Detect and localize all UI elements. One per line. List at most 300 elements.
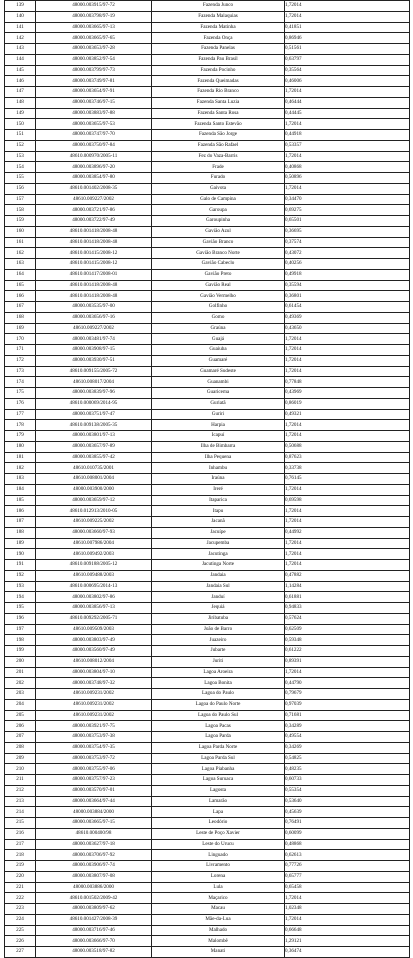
row-number-cell: 173 (5, 366, 36, 377)
value-cell: 0,62509 (285, 624, 410, 635)
value-cell: 1,72014 (285, 151, 410, 162)
table-row (5, 312, 410, 323)
field-name-cell: Jacutinga Norte (152, 560, 285, 571)
value-cell: 1,02348 (285, 904, 410, 915)
value-cell: 0,43969 (285, 388, 410, 399)
table-row (5, 130, 410, 141)
row-number-cell: 144 (5, 54, 36, 65)
process-number-cell: 48610.009231/2002 (36, 699, 152, 710)
value-cell: 1,72014 (285, 538, 410, 549)
field-name-cell: Livramento (152, 861, 285, 872)
process-number-cell: 48000.003839/97-96 (36, 388, 152, 399)
process-number-cell: 48000.003656/97-16 (36, 312, 152, 323)
value-cell: 0,65458 (285, 882, 410, 893)
row-number-cell: 204 (5, 699, 36, 710)
value-cell: 1,72014 (285, 334, 410, 345)
value-cell: 0,55354 (285, 785, 410, 796)
table-row (5, 785, 410, 796)
table-row (5, 334, 410, 345)
row-number-cell: 221 (5, 882, 36, 893)
value-cell: 0,35594 (285, 280, 410, 291)
field-name-cell: Lagosta (152, 785, 285, 796)
table-row (5, 323, 410, 334)
value-cell: 0,71681 (285, 710, 410, 721)
field-name-cell: Fazenda Queimadas (152, 76, 285, 87)
value-cell: 0,43650 (285, 323, 410, 334)
field-name-cell: Gomo (152, 312, 285, 323)
field-name-cell: Lagoa Parda Sul (152, 753, 285, 764)
table-row (5, 119, 410, 130)
process-number-cell: 48000.003900/2000 (36, 484, 152, 495)
field-name-cell: Fazenda Junco (152, 1, 285, 12)
table-row (5, 646, 410, 657)
table-row (5, 259, 410, 270)
table-row (5, 140, 410, 151)
table-row (5, 904, 410, 915)
field-name-cell: Fazenda Pau Brasil (152, 54, 285, 65)
row-number-cell: 143 (5, 44, 36, 55)
process-number-cell: 48610.009155/2005-72 (36, 366, 152, 377)
table-row (5, 291, 410, 302)
table-row (5, 205, 410, 216)
value-cell: 0,34289 (285, 721, 410, 732)
field-name-cell: Gavião Branco Norte (152, 248, 285, 259)
value-cell: 0,76145 (285, 474, 410, 485)
value-cell: 1,72014 (285, 87, 410, 98)
process-number-cell: 48000.003854/97-80 (36, 173, 152, 184)
row-number-cell: 140 (5, 11, 36, 22)
row-number-cell: 179 (5, 431, 36, 442)
value-cell: 1,29121 (285, 936, 410, 947)
value-cell: 1,14284 (285, 581, 410, 592)
row-number-cell: 216 (5, 828, 36, 839)
row-number-cell: 153 (5, 151, 36, 162)
process-number-cell: 48000.003660/97-93 (36, 527, 152, 538)
table-row (5, 603, 410, 614)
process-number-cell: 48000.003930/97-51 (36, 355, 152, 366)
value-cell: 0,69275 (285, 205, 410, 216)
field-name-cell: Fazenda Santo Estevão (152, 119, 285, 130)
process-number-cell: 48000.003753/97-72 (36, 753, 152, 764)
process-number-cell: 48000.003654/97-91 (36, 87, 152, 98)
table-row (5, 796, 410, 807)
table-row (5, 33, 410, 44)
value-cell: 0,50896 (285, 173, 410, 184)
value-cell: 0,87623 (285, 452, 410, 463)
row-number-cell: 164 (5, 269, 36, 280)
field-name-cell: Iraúna (152, 474, 285, 485)
field-name-cell: Fazenda Rio Branco (152, 87, 285, 98)
value-cell: 0,37574 (285, 237, 410, 248)
value-cell: 0,66648 (285, 925, 410, 936)
value-cell: 0,49554 (285, 732, 410, 743)
process-number-cell: 48610.009488/2003 (36, 570, 152, 581)
table-row (5, 689, 410, 700)
table-row (5, 409, 410, 420)
process-number-cell: 48000.003749/97-81 (36, 76, 152, 87)
field-name-cell: Guriatã (152, 398, 285, 409)
table-row (5, 398, 410, 409)
field-name-cell: Malhado (152, 925, 285, 936)
row-number-cell: 167 (5, 302, 36, 313)
process-number-cell: 48610.001418/2008-48 (36, 237, 152, 248)
process-number-cell: 48610.009188/2005-12 (36, 560, 152, 571)
process-number-cell: 48000.003746/97-15 (36, 97, 152, 108)
value-cell: 1,72014 (285, 431, 410, 442)
table-row (5, 742, 410, 753)
process-number-cell: 48000.003747/97-70 (36, 130, 152, 141)
table-row (5, 345, 410, 356)
row-number-cell: 142 (5, 33, 36, 44)
value-cell: 0,51561 (285, 44, 410, 55)
field-name-cell: Janduí (152, 592, 285, 603)
row-number-cell: 218 (5, 850, 36, 861)
value-cell: 1,72014 (285, 119, 410, 130)
table-row (5, 947, 410, 958)
value-cell: 1,72014 (285, 183, 410, 194)
table-row (5, 183, 410, 194)
value-cell: 1,72014 (285, 420, 410, 431)
value-cell: 1,72014 (285, 893, 410, 904)
table-row (5, 613, 410, 624)
value-cell: 0,40868 (285, 162, 410, 173)
value-cell: 0,36474 (285, 947, 410, 958)
row-number-cell: 189 (5, 538, 36, 549)
field-name-cell: Malombê (152, 936, 285, 947)
process-number-cell: 48610.008012/2004 (36, 656, 152, 667)
table-row (5, 97, 410, 108)
value-cell: 0,36695 (285, 226, 410, 237)
table-row (5, 936, 410, 947)
field-name-cell: Lagoa Aroeira (152, 667, 285, 678)
process-number-cell: 48610.001418/2008-48 (36, 226, 152, 237)
table-row (5, 861, 410, 872)
process-number-cell: 48000.003807/97-08 (36, 871, 152, 882)
row-number-cell: 209 (5, 753, 36, 764)
value-cell: 0,65777 (285, 871, 410, 882)
table-row (5, 807, 410, 818)
value-cell: 0,34269 (285, 742, 410, 753)
process-number-cell: 48610.009227/2002 (36, 323, 152, 334)
table-row (5, 420, 410, 431)
process-number-cell: 48610.009225/2002 (36, 517, 152, 528)
process-number-cell: 48000.003908/97-15 (36, 345, 152, 356)
value-cell: 0,76491 (285, 818, 410, 829)
table-row (5, 828, 410, 839)
field-name-cell: Juriti (152, 656, 285, 667)
field-name-cell: Guanambi (152, 377, 285, 388)
field-name-cell: Leste do Urucu (152, 839, 285, 850)
process-number-cell: 48610.012913/2010-05 (36, 506, 152, 517)
process-number-cell: 48000.003666/97-70 (36, 936, 152, 947)
row-number-cell: 148 (5, 97, 36, 108)
value-cell: 0,77726 (285, 861, 410, 872)
table-row (5, 656, 410, 667)
field-name-cell: Fazenda Malaquias (152, 11, 285, 22)
field-name-cell: Gaivota (152, 183, 285, 194)
row-number-cell: 192 (5, 570, 36, 581)
table-row (5, 194, 410, 205)
row-number-cell: 207 (5, 732, 36, 743)
process-number-cell: 48610.000970/2005-11 (36, 151, 152, 162)
value-cell: 0,47882 (285, 570, 410, 581)
row-number-cell: 194 (5, 592, 36, 603)
value-cell: 1,72014 (285, 366, 410, 377)
field-name-cell: Fazenda São Rafael (152, 140, 285, 151)
process-number-cell: 48610.001415/2008-12 (36, 259, 152, 270)
table-row (5, 226, 410, 237)
field-name-cell: Leste de Poço Xavier (152, 828, 285, 839)
field-name-cell: Gavião Cabeclo (152, 259, 285, 270)
row-number-cell: 162 (5, 248, 36, 259)
row-number-cell: 178 (5, 420, 36, 431)
field-name-cell: Fazenda São Jorge (152, 130, 285, 141)
table-row (5, 560, 410, 571)
value-cell: 0,41851 (285, 22, 410, 33)
row-number-cell: 166 (5, 291, 36, 302)
row-number-cell: 174 (5, 377, 36, 388)
table-row (5, 624, 410, 635)
row-number-cell: 190 (5, 549, 36, 560)
value-cell: 1,72014 (285, 560, 410, 571)
value-cell: 0,53357 (285, 140, 410, 151)
value-cell: 1,72014 (285, 549, 410, 560)
value-cell: 0,65501 (285, 216, 410, 227)
value-cell: 0,48235 (285, 764, 410, 775)
process-number-cell: 48000.003801/97-13 (36, 431, 152, 442)
process-number-cell: 48610.000400/98 (36, 828, 152, 839)
row-number-cell: 169 (5, 323, 36, 334)
row-number-cell: 182 (5, 463, 36, 474)
process-number-cell: 48000.003852/97-54 (36, 54, 152, 65)
process-number-cell: 48000.003809/97-62 (36, 904, 152, 915)
process-number-cell: 48000.003751/97-47 (36, 409, 152, 420)
row-number-cell: 195 (5, 603, 36, 614)
row-number-cell: 206 (5, 721, 36, 732)
field-name-cell: Garoupa (152, 205, 285, 216)
table-row (5, 914, 410, 925)
process-number-cell: 48000.003518/97-82 (36, 947, 152, 958)
value-cell: 0,49321 (285, 409, 410, 420)
field-name-cell: Golfinho (152, 302, 285, 313)
table-row (5, 527, 410, 538)
field-name-cell: Fazenda Panelas (152, 44, 285, 55)
process-number-cell: 48000.003657/97-89 (36, 441, 152, 452)
table-row (5, 355, 410, 366)
field-name-cell: Jequiá (152, 603, 285, 614)
value-cell: 0,46444 (285, 97, 410, 108)
table-row (5, 893, 410, 904)
process-number-cell: 48000.003750/97-84 (36, 140, 152, 151)
process-number-cell: 48000.003884/2000 (36, 807, 152, 818)
value-cell: 0,59348 (285, 635, 410, 646)
value-cell: 0,61454 (285, 302, 410, 313)
row-number-cell: 223 (5, 904, 36, 915)
field-name-cell: Fazenda Onça (152, 33, 285, 44)
row-number-cell: 157 (5, 194, 36, 205)
process-number-cell: 48610.001415/2008-12 (36, 248, 152, 259)
process-number-cell: 48610.009231/2002 (36, 689, 152, 700)
process-number-cell: 48000.003896/97-20 (36, 162, 152, 173)
value-cell: 0,49918 (285, 269, 410, 280)
field-name-cell: Gavião Preto (152, 269, 285, 280)
table-row (5, 495, 410, 506)
row-number-cell: 141 (5, 22, 36, 33)
process-number-cell: 48000.003665/97-15 (36, 818, 152, 829)
field-name-cell: Guaiuba (152, 345, 285, 356)
table-row (5, 151, 410, 162)
process-number-cell: 48610.001402/2008-35 (36, 183, 152, 194)
process-number-cell: 48610.001417/2008-01 (36, 269, 152, 280)
row-number-cell: 199 (5, 646, 36, 657)
process-number-cell: 48610.009509/2003 (36, 624, 152, 635)
field-name-cell: Lagoa do Paulo (152, 689, 285, 700)
table-row (5, 850, 410, 861)
row-number-cell: 185 (5, 495, 36, 506)
value-cell: 0,97039 (285, 699, 410, 710)
row-number-cell: 170 (5, 334, 36, 345)
value-cell: 0,44992 (285, 527, 410, 538)
row-number-cell: 186 (5, 506, 36, 517)
row-number-cell: 198 (5, 635, 36, 646)
process-number-cell: 48000.003755/97-06 (36, 764, 152, 775)
value-cell: 0,60733 (285, 775, 410, 786)
row-number-cell: 197 (5, 624, 36, 635)
row-number-cell: 150 (5, 119, 36, 130)
value-cell: 1,72014 (285, 11, 410, 22)
row-number-cell: 215 (5, 818, 36, 829)
process-number-cell: 48610.000695/2014-13 (36, 581, 152, 592)
value-cell: 1,72014 (285, 667, 410, 678)
value-cell: 0,45639 (285, 807, 410, 818)
value-cell: 0,77848 (285, 377, 410, 388)
row-number-cell: 226 (5, 936, 36, 947)
table-row (5, 764, 410, 775)
field-name-cell: Guaricema (152, 388, 285, 399)
field-name-cell: Lagoa Pacas (152, 721, 285, 732)
table-row (5, 721, 410, 732)
process-number-cell: 48000.003757/97-23 (36, 775, 152, 786)
process-number-cell: 48610.009231/2002 (36, 710, 152, 721)
fields-table-body (5, 1, 410, 958)
process-number-cell: 48000.003706/97-92 (36, 850, 152, 861)
field-name-cell: Lagoa Parda (152, 732, 285, 743)
field-name-cell: Ireré (152, 484, 285, 495)
field-name-cell: Guriri (152, 409, 285, 420)
value-cell: 0,69598 (285, 495, 410, 506)
process-number-cell: 48610.009492/2003 (36, 549, 152, 560)
table-row (5, 549, 410, 560)
field-name-cell: Lorena (152, 871, 285, 882)
process-number-cell: 48000.003748/97-32 (36, 678, 152, 689)
value-cell: 0,61222 (285, 646, 410, 657)
row-number-cell: 163 (5, 259, 36, 270)
row-number-cell: 225 (5, 925, 36, 936)
process-number-cell: 48000.003915/97-72 (36, 1, 152, 12)
value-cell: 1,72014 (285, 914, 410, 925)
table-row (5, 431, 410, 442)
process-number-cell: 48000.003659/97-12 (36, 495, 152, 506)
field-name-cell: Harpia (152, 420, 285, 431)
table-row (5, 162, 410, 173)
process-number-cell: 48000.003883/97-88 (36, 108, 152, 119)
process-number-cell: 48000.003722/97-49 (36, 216, 152, 227)
value-cell: 0,86946 (285, 33, 410, 44)
row-number-cell: 146 (5, 76, 36, 87)
field-name-cell: Galo de Campina (152, 194, 285, 205)
process-number-cell: 48610.001418/2008-48 (36, 280, 152, 291)
row-number-cell: 211 (5, 775, 36, 786)
process-number-cell: 48610.001427/2008-39 (36, 914, 152, 925)
process-number-cell: 48000.003798/97-19 (36, 11, 152, 22)
process-number-cell: 48000.003921/97-75 (36, 721, 152, 732)
table-row (5, 216, 410, 227)
value-cell: 0,63797 (285, 54, 410, 65)
value-cell: 0,60099 (285, 828, 410, 839)
process-number-cell: 48000.003802/97-86 (36, 592, 152, 603)
row-number-cell: 196 (5, 613, 36, 624)
table-row (5, 54, 410, 65)
field-name-cell: Furado (152, 173, 285, 184)
field-name-cell: Icapuí (152, 431, 285, 442)
table-row (5, 775, 410, 786)
row-number-cell: 191 (5, 560, 36, 571)
value-cell: 0,44790 (285, 678, 410, 689)
table-row (5, 280, 410, 291)
value-cell: 1,72014 (285, 506, 410, 517)
table-row (5, 581, 410, 592)
process-number-cell: 48000.003799/97-73 (36, 65, 152, 76)
value-cell: 0,40256 (285, 259, 410, 270)
value-cell: 0,34470 (285, 194, 410, 205)
field-name-cell: Lagoa Bonita (152, 678, 285, 689)
field-name-cell: Jandaia (152, 570, 285, 581)
value-cell: 0,44445 (285, 108, 410, 119)
table-row (5, 441, 410, 452)
table-row (5, 506, 410, 517)
table-row (5, 22, 410, 33)
row-number-cell: 165 (5, 280, 36, 291)
row-number-cell: 171 (5, 345, 36, 356)
value-cell: 1,72014 (285, 345, 410, 356)
field-name-cell: Garoupinha (152, 216, 285, 227)
value-cell: 0,33738 (285, 463, 410, 474)
row-number-cell: 152 (5, 140, 36, 151)
field-name-cell: Guamaré Sudeste (152, 366, 285, 377)
row-number-cell: 201 (5, 667, 36, 678)
field-name-cell: Fazenda Santa Luzia (152, 97, 285, 108)
process-number-cell: 48610.009138/2005-35 (36, 420, 152, 431)
process-number-cell: 48000.003665/97-13 (36, 22, 152, 33)
row-number-cell: 160 (5, 226, 36, 237)
row-number-cell: 181 (5, 452, 36, 463)
value-cell: 0,50688 (285, 441, 410, 452)
table-row (5, 818, 410, 829)
field-name-cell: Inhambu (152, 463, 285, 474)
process-number-cell: 48610.009227/2002 (36, 194, 152, 205)
row-number-cell: 172 (5, 355, 36, 366)
field-name-cell: Jacutinga (152, 549, 285, 560)
field-name-cell: Frade (152, 162, 285, 173)
row-number-cell: 161 (5, 237, 36, 248)
row-number-cell: 158 (5, 205, 36, 216)
row-number-cell: 208 (5, 742, 36, 753)
process-number-cell: 48000.003721/97-86 (36, 205, 152, 216)
field-name-cell: Maçarico (152, 893, 285, 904)
row-number-cell: 175 (5, 388, 36, 399)
row-number-cell: 176 (5, 398, 36, 409)
row-number-cell: 156 (5, 183, 36, 194)
